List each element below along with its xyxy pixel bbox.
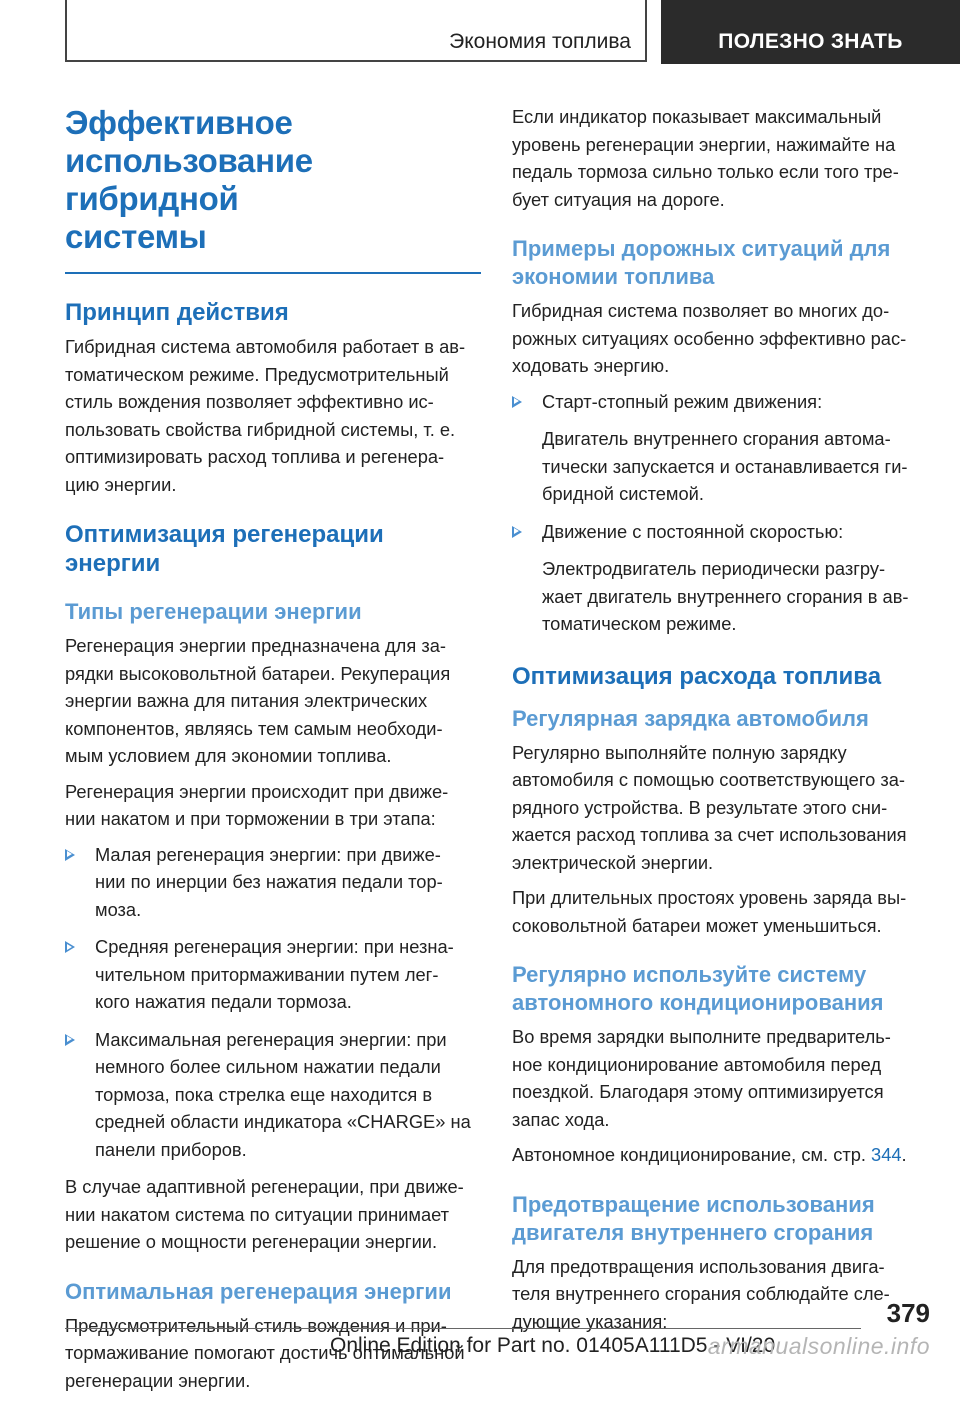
list-item: Максимальная регенерация энергии: при немного более сильном нажатии педали тормоза, пока стрелка еще находится в средней области индикатора «CHARGE» на панели приборов. <box>65 1026 481 1164</box>
chapter-title: ПОЛЕЗНО ЗНАТЬ <box>718 30 903 53</box>
paragraph-charging-2: При длительных простоях уровень заряда вы- соковольтной батареи может уменьшиться. <box>512 887 907 936</box>
paragraph-climate-2: Автономное кондиционирование, см. стр. 344. <box>512 1144 907 1165</box>
heading-climate-control: Регулярно используйте систему автономного кондиционирования <box>512 962 884 1015</box>
paragraph-examples: Гибридная система позволяет во многих до- рожных ситуациях особенно эффективно рас- ходовать энергию. <box>512 300 907 376</box>
list-item-detail: Двигатель внутреннего сгорания автома- тически запускается и останавливается ги- бридной системой. <box>542 428 908 504</box>
right-column <box>512 103 926 1343</box>
chapter-tab <box>661 0 960 64</box>
list-item: Средняя регенерация энергии: при незна- чительном притормаживании путем лег- кого нажатия педали тормоза. <box>65 933 481 1016</box>
paragraph-optimal: Предусмотрительный стиль вождения и при- тормаживание помогают достичь оптимальной регенерации энергии. <box>65 1314 465 1391</box>
list-item: Движение с постоянной скоростью: <box>512 518 926 546</box>
footer-divider <box>65 1328 861 1329</box>
bullet-triangle-icon <box>512 396 522 408</box>
paragraph-principle: Гибридная система автомобиля работает в ав- томатическом режиме. Предусмотрительный стиль вождения позволяет эффективно ис- пользовать свойства гибридной системы, т. е. оптимизировать расход топлива и регенера- цию энергии. <box>65 336 466 495</box>
section-tab <box>65 0 647 62</box>
list-item: Малая регенерация энергии: при движе- нии по инерции без нажатия педали тор- моза. <box>65 841 481 924</box>
list-item-detail: Электродвигатель периодически разгру- жает двигатель внутреннего сгорания в ав- томатическом режиме. <box>542 558 909 634</box>
left-column <box>65 100 481 1402</box>
paragraph-types-1: Регенерация энергии предназначена для за- рядки высоковольтной батареи. Рекуперация энергии важна для питания электрических компонентов, являясь тем самым необходи- мым условием для экономии топлива. <box>65 635 451 766</box>
heading-regeneration-optimization: Оптимизация регенерации энергии <box>65 521 384 577</box>
heading-fuel-optimization: Оптимизация расхода топлива <box>512 662 882 690</box>
watermark: armanualsonline.info <box>707 1333 930 1359</box>
paragraph-prevent: Для предотвращения использования двига- теля внутреннего сгорания соблюдайте сле- дующие указания: <box>512 1255 890 1332</box>
bullet-triangle-icon <box>65 849 75 861</box>
page-header <box>0 0 960 66</box>
bullet-triangle-icon <box>65 941 75 953</box>
heading-principle: Принцип действия <box>65 299 289 326</box>
heading-prevent-engine: Предотвращение использования двигателя внутреннего сгорания <box>512 1191 875 1245</box>
bullet-triangle-icon <box>512 526 522 538</box>
page-reference-link[interactable]: 344 <box>871 1144 902 1165</box>
section-title: Экономия топлива <box>449 30 631 53</box>
page-number: 379 <box>886 1298 930 1328</box>
title-divider <box>65 272 481 274</box>
bullet-triangle-icon <box>65 1034 75 1046</box>
page-title: Эффективное использование гибридной системы <box>65 104 313 255</box>
heading-road-examples: Примеры дорожных ситуаций для экономии топлива <box>512 236 891 289</box>
paragraph-indicator: Если индикатор показывает максимальный уровень регенерации энергии, нажимайте на педаль тормоза сильно только если того тре- бует ситуация на дороге. <box>512 106 899 210</box>
heading-regular-charging: Регулярная зарядка автомобиля <box>512 705 869 731</box>
paragraph-climate-1: Во время зарядки выполните предваритель- ное кондиционирование автомобиля перед поездкой. Благодаря этому оптимизируется запас хода. <box>512 1026 891 1130</box>
edition-note: Online Edition for Part no. 01405A111D5 - VI/20 <box>330 1334 776 1357</box>
paragraph-charging-1: Регулярно выполняйте полную зарядку автомобиля с помощью соответствующего за- рядного устройства. В результате этого сни- жается расход топлива за счет использования электрической энергии. <box>512 741 907 873</box>
paragraph-adaptive: В случае адаптивной регенерации, при движе- нии накатом система по ситуации принимает решение о мощности регенерации энергии. <box>65 1176 464 1252</box>
list-item: Старт-стопный режим движения: <box>512 388 926 416</box>
heading-optimal-regeneration: Оптимальная регенерация энергии <box>65 1278 452 1304</box>
paragraph-types-2: Регенерация энергии происходит при движе- нии накатом и при торможении в три этапа: <box>65 780 449 829</box>
heading-regeneration-types: Типы регенерации энергии <box>65 599 362 624</box>
